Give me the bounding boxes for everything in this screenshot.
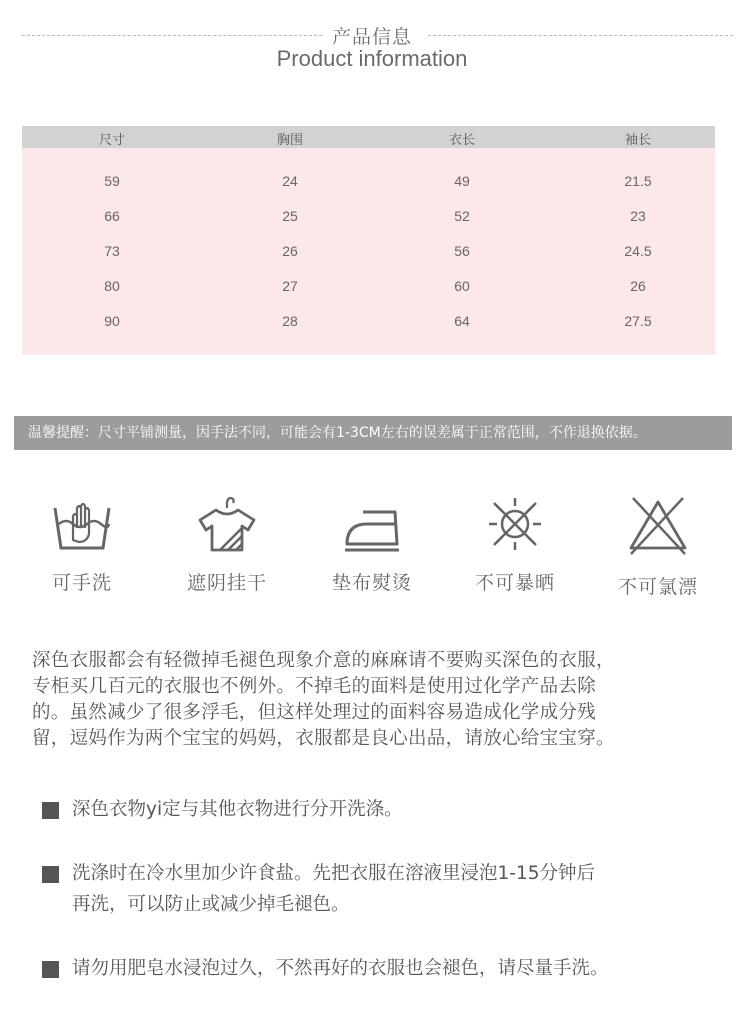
table-row	[22, 205, 715, 229]
table-cell: 25	[282, 208, 298, 224]
care-label: 垫布熨烫	[331, 572, 412, 594]
description-line: 专柜买几百元的衣服也不例外。不掉毛的面料是使用过化学产品去除	[32, 676, 597, 697]
size-table-header	[22, 126, 715, 148]
table-row	[22, 240, 715, 264]
table-cell: 24	[282, 173, 298, 189]
care-label: 可手洗	[51, 572, 112, 594]
table-row	[22, 170, 715, 194]
care-note	[42, 794, 722, 825]
table-cell: 66	[104, 208, 120, 224]
measurement-tip-bar: 温馨提醒：尺寸平铺测量，因手法不同，可能会有1-3CM左右的误差属于正常范围，不作退换依据。	[14, 416, 732, 450]
bullet-square-icon	[42, 802, 59, 819]
care-note-text: 深色衣物yi定与其他衣物进行分开洗涤。	[72, 799, 403, 820]
table-cell: 52	[454, 208, 470, 224]
bullet-square-icon	[42, 866, 59, 883]
care-item-no-sun	[445, 494, 585, 595]
care-note-text: 洗涤时在冷水里加少许食盐。先把衣服在溶液里浸泡1-15分钟后	[72, 863, 595, 884]
care-note-text: 请勿用肥皂水浸泡过久，不然再好的衣服也会褪色，请尽量手洗。	[72, 958, 609, 979]
column-header-chest: 胸围	[276, 133, 303, 148]
bullet-square-icon	[42, 961, 59, 978]
table-cell: 23	[630, 208, 646, 224]
care-label: 不可氯漂	[617, 576, 698, 598]
table-cell: 49	[454, 173, 470, 189]
section-title-cn: 产品信息	[331, 26, 412, 48]
table-row	[22, 310, 715, 334]
description-line: 留，逗妈作为两个宝宝的妈妈，衣服都是良心出品，请放心给宝宝穿。	[32, 728, 615, 749]
care-instructions	[0, 494, 750, 604]
care-item-no-bleach	[588, 494, 728, 599]
table-cell: 73	[104, 243, 120, 259]
care-note	[42, 858, 722, 920]
care-label: 不可暴晒	[474, 572, 555, 594]
shade-dry-icon	[192, 494, 262, 554]
care-item-iron	[302, 494, 442, 595]
description-line: 的。虽然减少了很多浮毛，但这样处理过的面料容易造成化学成分残	[32, 702, 597, 723]
table-cell: 27	[282, 278, 298, 294]
size-table	[22, 126, 715, 355]
care-item-shade-dry	[157, 494, 297, 595]
hand-wash-icon	[47, 494, 117, 554]
table-cell: 28	[282, 313, 298, 329]
table-cell: 64	[454, 313, 470, 329]
column-header-sleeve: 袖长	[624, 133, 651, 148]
table-cell: 56	[454, 243, 470, 259]
table-cell: 21.5	[624, 173, 652, 189]
no-sun-exposure-icon	[480, 494, 550, 554]
column-header-length: 衣长	[448, 133, 475, 148]
table-row	[22, 275, 715, 299]
table-cell: 27.5	[624, 313, 652, 329]
care-note	[42, 953, 722, 984]
table-cell: 90	[104, 313, 120, 329]
table-cell: 26	[282, 243, 298, 259]
care-item-hand-wash	[12, 494, 152, 595]
table-cell: 24.5	[624, 243, 652, 259]
table-cell: 60	[454, 278, 470, 294]
description-line: 深色衣服都会有轻微掉毛褪色现象介意的麻麻请不要购买深色的衣服，	[32, 650, 615, 671]
no-bleach-icon	[623, 494, 693, 558]
table-cell: 59	[104, 173, 120, 189]
section-header	[0, 18, 750, 78]
care-label: 遮阴挂干	[186, 572, 267, 594]
product-description	[32, 648, 722, 752]
iron-with-cloth-icon	[337, 494, 407, 554]
section-title-en: Product information	[276, 46, 468, 71]
column-header-size: 尺寸	[98, 133, 125, 148]
table-cell: 26	[630, 278, 646, 294]
table-cell: 80	[104, 278, 120, 294]
care-note-text: 再洗，可以防止或减少掉毛褪色。	[72, 894, 350, 915]
